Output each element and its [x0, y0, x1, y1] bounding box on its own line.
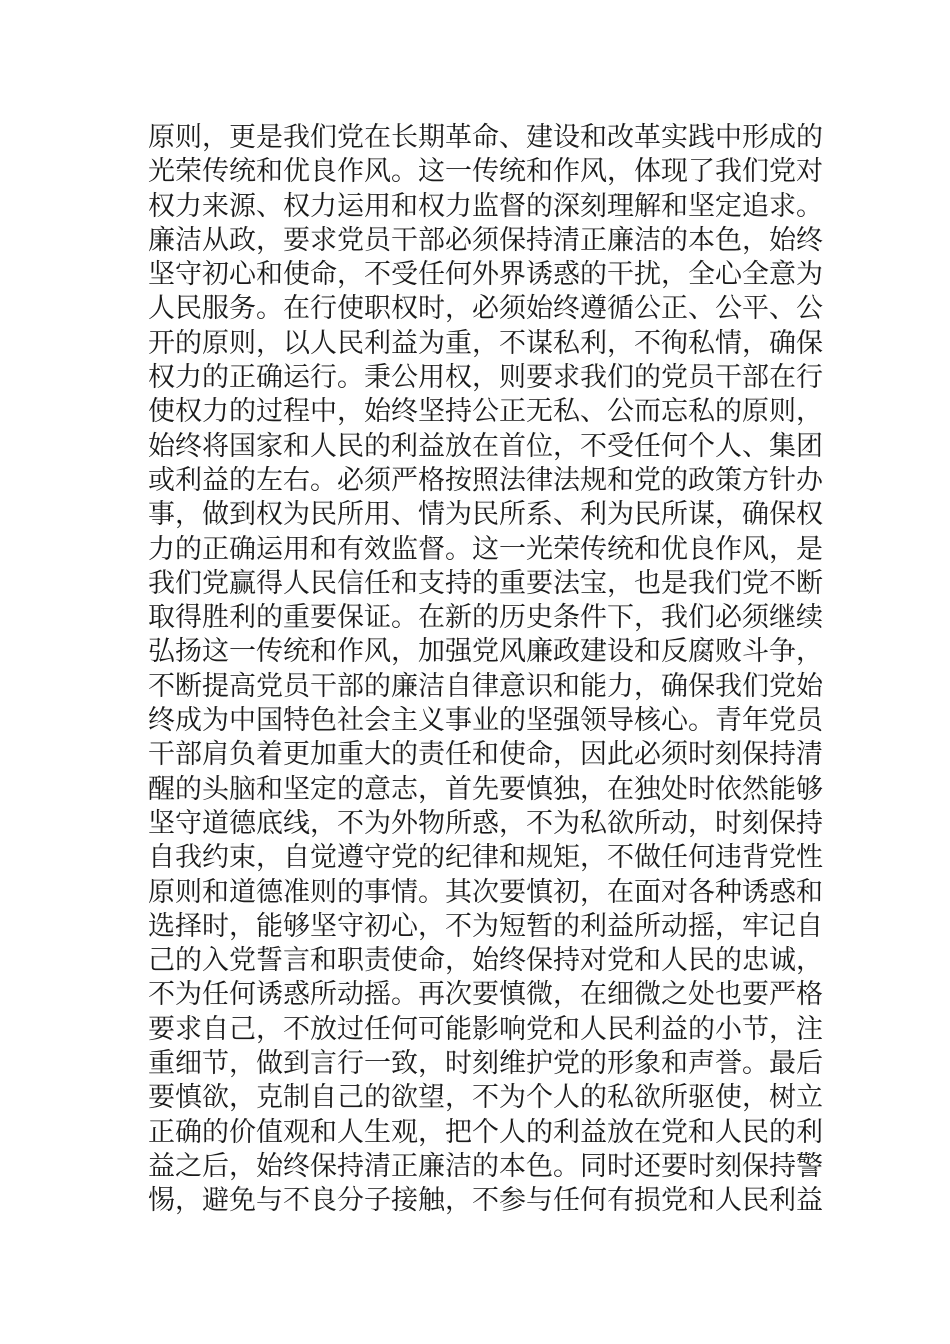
text-line: 坚守初心和使命，不受任何外界诱惑的干扰，全心全意为 [148, 259, 823, 291]
text-line: 坚守道德底线，不为外物所惑，不为私欲所动，时刻保持 [148, 807, 823, 839]
text-line: 使权力的过程中，始终坚持公正无私、公而忘私的原则， [148, 396, 823, 428]
text-line: 己的入党誓言和职责使命，始终保持对党和人民的忠诚， [148, 945, 823, 977]
text-line: 力的正确运用和有效监督。这一光荣传统和优良作风，是 [148, 533, 823, 565]
text-line: 弘扬这一传统和作风，加强党风廉政建设和反腐败斗争， [148, 636, 823, 668]
text-line: 正确的价值观和人生观，把个人的利益放在党和人民的利 [148, 1116, 823, 1148]
text-line: 要慎欲，克制自己的欲望，不为个人的私欲所驱使，树立 [148, 1082, 823, 1114]
text-line: 开的原则，以人民利益为重，不谋私利，不徇私情，确保 [148, 327, 823, 359]
text-line: 益之后，始终保持清正廉洁的本色。同时还要时刻保持警 [148, 1150, 823, 1182]
text-line: 权力来源、权力运用和权力监督的深刻理解和坚定追求。 [148, 190, 823, 222]
text-line: 不断提高党员干部的廉洁自律意识和能力，确保我们党始 [148, 670, 823, 702]
text-line: 始终将国家和人民的利益放在首位，不受任何个人、集团 [148, 430, 823, 462]
text-line: 人民服务。在行使职权时，必须始终遵循公正、公平、公 [148, 293, 823, 325]
text-line: 要求自己，不放过任何可能影响党和人民利益的小节，注 [148, 1013, 823, 1045]
text-line: 我们党赢得人民信任和支持的重要法宝，也是我们党不断 [148, 567, 823, 599]
text-line: 干部肩负着更加重大的责任和使命，因此必须时刻保持清 [148, 739, 823, 771]
text-line: 自我约束，自觉遵守党的纪律和规矩，不做任何违背党性 [148, 842, 823, 874]
text-line: 不为任何诱惑所动摇。再次要慎微，在细微之处也要严格 [148, 979, 823, 1011]
text-line: 终成为中国特色社会主义事业的坚强领导核心。青年党员 [148, 705, 823, 737]
text-line: 事，做到权为民所用、情为民所系、利为民所谋，确保权 [148, 499, 823, 531]
text-line: 惕，避免与不良分子接触，不参与任何有损党和人民利益 [148, 1185, 823, 1217]
text-line: 权力的正确运行。秉公用权，则要求我们的党员干部在行 [148, 362, 823, 394]
body-text [148, 121, 823, 1219]
text-line: 重细节，做到言行一致，时刻维护党的形象和声誉。最后 [148, 1048, 823, 1080]
text-line: 选择时，能够坚守初心，不为短暂的利益所动摇，牢记自 [148, 910, 823, 942]
text-line: 原则，更是我们党在长期革命、建设和改革实践中形成的 [148, 122, 823, 153]
text-line: 或利益的左右。必须严格按照法律法规和党的政策方针办 [148, 464, 823, 496]
text-line: 醒的头脑和坚定的意志，首先要慎独，在独处时依然能够 [148, 773, 823, 805]
text-line: 原则和道德准则的事情。其次要慎初，在面对各种诱惑和 [148, 876, 823, 908]
text-line: 廉洁从政，要求党员干部必须保持清正廉洁的本色，始终 [148, 224, 823, 256]
text-line: 光荣传统和优良作风。这一传统和作风，体现了我们党对 [148, 156, 823, 188]
text-line: 取得胜利的重要保证。在新的历史条件下，我们必须继续 [148, 602, 823, 634]
